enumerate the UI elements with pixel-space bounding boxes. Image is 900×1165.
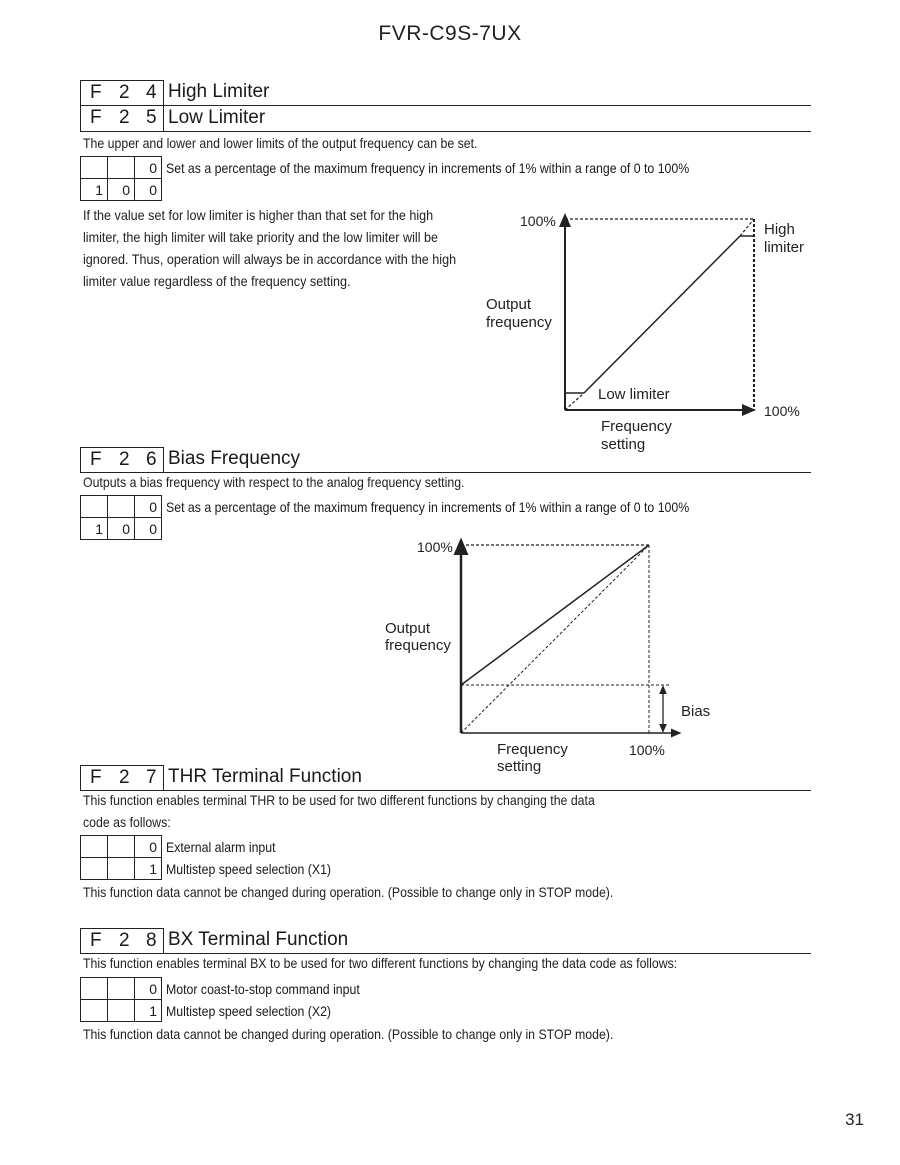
function-header-f24: [80, 80, 811, 106]
digit-cell: [81, 496, 108, 518]
digit-cell: 0: [135, 496, 162, 518]
digit-cell: [108, 157, 135, 179]
range-description: Set as a percentage of the maximum frequency in increments of 1% within a range of 0 to 100%: [162, 496, 765, 518]
function-title: Low Limiter: [168, 107, 266, 128]
x-right-label: 100%: [629, 742, 665, 758]
x-axis-label: Frequency: [601, 418, 672, 435]
digit-cell: 1: [81, 518, 108, 540]
x-axis-label: setting: [601, 436, 646, 453]
function-header-f25: [80, 106, 811, 132]
function-title: BX Terminal Function: [168, 929, 349, 950]
f28-note: This function data cannot be changed during operation. (Possible to change only in STOP mode).: [83, 1026, 614, 1042]
code-char: 5: [146, 107, 157, 128]
option-row: [81, 836, 358, 858]
digit-cell: [81, 157, 108, 179]
f25-intro: The upper and lower and lower limits of the output frequency can be set.: [83, 135, 478, 151]
digit-cell: 0: [108, 518, 135, 540]
digit-cell: [81, 978, 108, 1000]
option-row: [81, 978, 391, 1000]
code-char: 4: [146, 82, 157, 103]
function-header-f28: [80, 928, 811, 954]
digit-cell: 0: [108, 179, 135, 201]
code-char: 2: [119, 107, 130, 128]
low-limiter-label: Low limiter: [598, 386, 670, 403]
code-char: 2: [119, 82, 130, 103]
page-number: 31: [845, 1110, 864, 1129]
code-char: 2: [119, 930, 130, 951]
reference-line: [461, 545, 649, 733]
digit-cell: 1: [81, 179, 108, 201]
document-title: FVR-C9S-7UX: [378, 22, 522, 45]
range-row: [81, 157, 765, 179]
y-top-label: 100%: [520, 213, 556, 229]
code-char: 8: [146, 930, 157, 951]
f27-intro-line1: This function enables terminal THR to be used for two different functions by changing the data: [83, 792, 595, 808]
y-axis-label: Output: [486, 296, 532, 313]
bias-diagram: [375, 530, 720, 780]
option-description: External alarm input: [162, 836, 358, 858]
digit-cell: [108, 978, 135, 1000]
digit-cell: 0: [135, 179, 162, 201]
code-char: 7: [146, 767, 157, 788]
y-top-label: 100%: [417, 539, 453, 555]
digit-cell: 0: [135, 836, 162, 858]
code-char: 2: [119, 449, 130, 470]
digit-cell: [108, 1000, 135, 1022]
f27-options-table: [80, 835, 358, 880]
code-char: F: [90, 82, 102, 103]
range-description: Set as a percentage of the maximum frequency in increments of 1% within a range of 0 to 100%: [162, 157, 765, 179]
code-char: 6: [146, 449, 157, 470]
y-axis-label: Output: [385, 620, 431, 637]
output-line: [584, 236, 740, 393]
x-axis-label: Frequency: [497, 741, 568, 758]
f27-intro-line2: code as follows:: [83, 814, 171, 830]
bias-label: Bias: [681, 703, 711, 720]
y-axis-label: frequency: [385, 637, 451, 654]
high-limiter-label: High: [764, 221, 795, 238]
digit-cell: [108, 836, 135, 858]
bias-output-line: [461, 545, 649, 685]
option-row: [81, 858, 358, 880]
high-limiter-label: limiter: [764, 239, 804, 256]
function-header-f27: [80, 765, 811, 791]
digit-cell: [81, 1000, 108, 1022]
option-description: Multistep speed selection (X1): [162, 858, 358, 880]
function-code-box: [80, 447, 164, 472]
digit-cell: [108, 858, 135, 880]
x-right-label: 100%: [764, 403, 800, 419]
digit-cell: 0: [135, 518, 162, 540]
digit-cell: 0: [135, 157, 162, 179]
option-row: [81, 1000, 391, 1022]
function-code-box: [80, 928, 164, 953]
range-description: [162, 179, 765, 201]
function-code-box: [80, 765, 164, 790]
f25-range-table: [80, 156, 765, 201]
range-row: [81, 179, 765, 201]
code-char: F: [90, 930, 102, 951]
digit-cell: 0: [135, 978, 162, 1000]
f27-note: This function data cannot be changed during operation. (Possible to change only in STOP mode).: [83, 884, 614, 900]
digit-cell: [108, 496, 135, 518]
function-header-f26: [80, 447, 811, 473]
code-char: F: [90, 767, 102, 788]
code-char: F: [90, 107, 102, 128]
y-axis-label: frequency: [486, 314, 552, 331]
code-char: F: [90, 449, 102, 470]
function-code-box: [80, 80, 164, 105]
f28-options-table: [80, 977, 390, 1022]
f26-intro: Outputs a bias frequency with respect to the analog frequency setting.: [83, 474, 465, 490]
f28-intro: This function enables terminal BX to be used for two different functions by changing the data code as follows:: [83, 955, 678, 971]
option-description: Multistep speed selection (X2): [162, 1000, 391, 1022]
option-description: Motor coast-to-stop command input: [162, 978, 391, 1000]
function-code-box: [80, 106, 164, 131]
range-row: [81, 496, 765, 518]
digit-cell: [81, 858, 108, 880]
function-title: THR Terminal Function: [168, 766, 362, 787]
f25-note: If the value set for low limiter is higher than that set for the high limiter, the high limiter will take priority and the low limiter will be ignored. Thus, operation will always be in accordance with the high limiter value regardless of the frequency setting.: [83, 207, 457, 289]
digit-cell: [81, 836, 108, 858]
x-axis-label: setting: [497, 758, 542, 775]
function-title: High Limiter: [168, 81, 270, 102]
function-title: Bias Frequency: [168, 448, 301, 469]
digit-cell: 1: [135, 1000, 162, 1022]
limiter-diagram: [478, 205, 818, 460]
digit-cell: 1: [135, 858, 162, 880]
code-char: 2: [119, 767, 130, 788]
